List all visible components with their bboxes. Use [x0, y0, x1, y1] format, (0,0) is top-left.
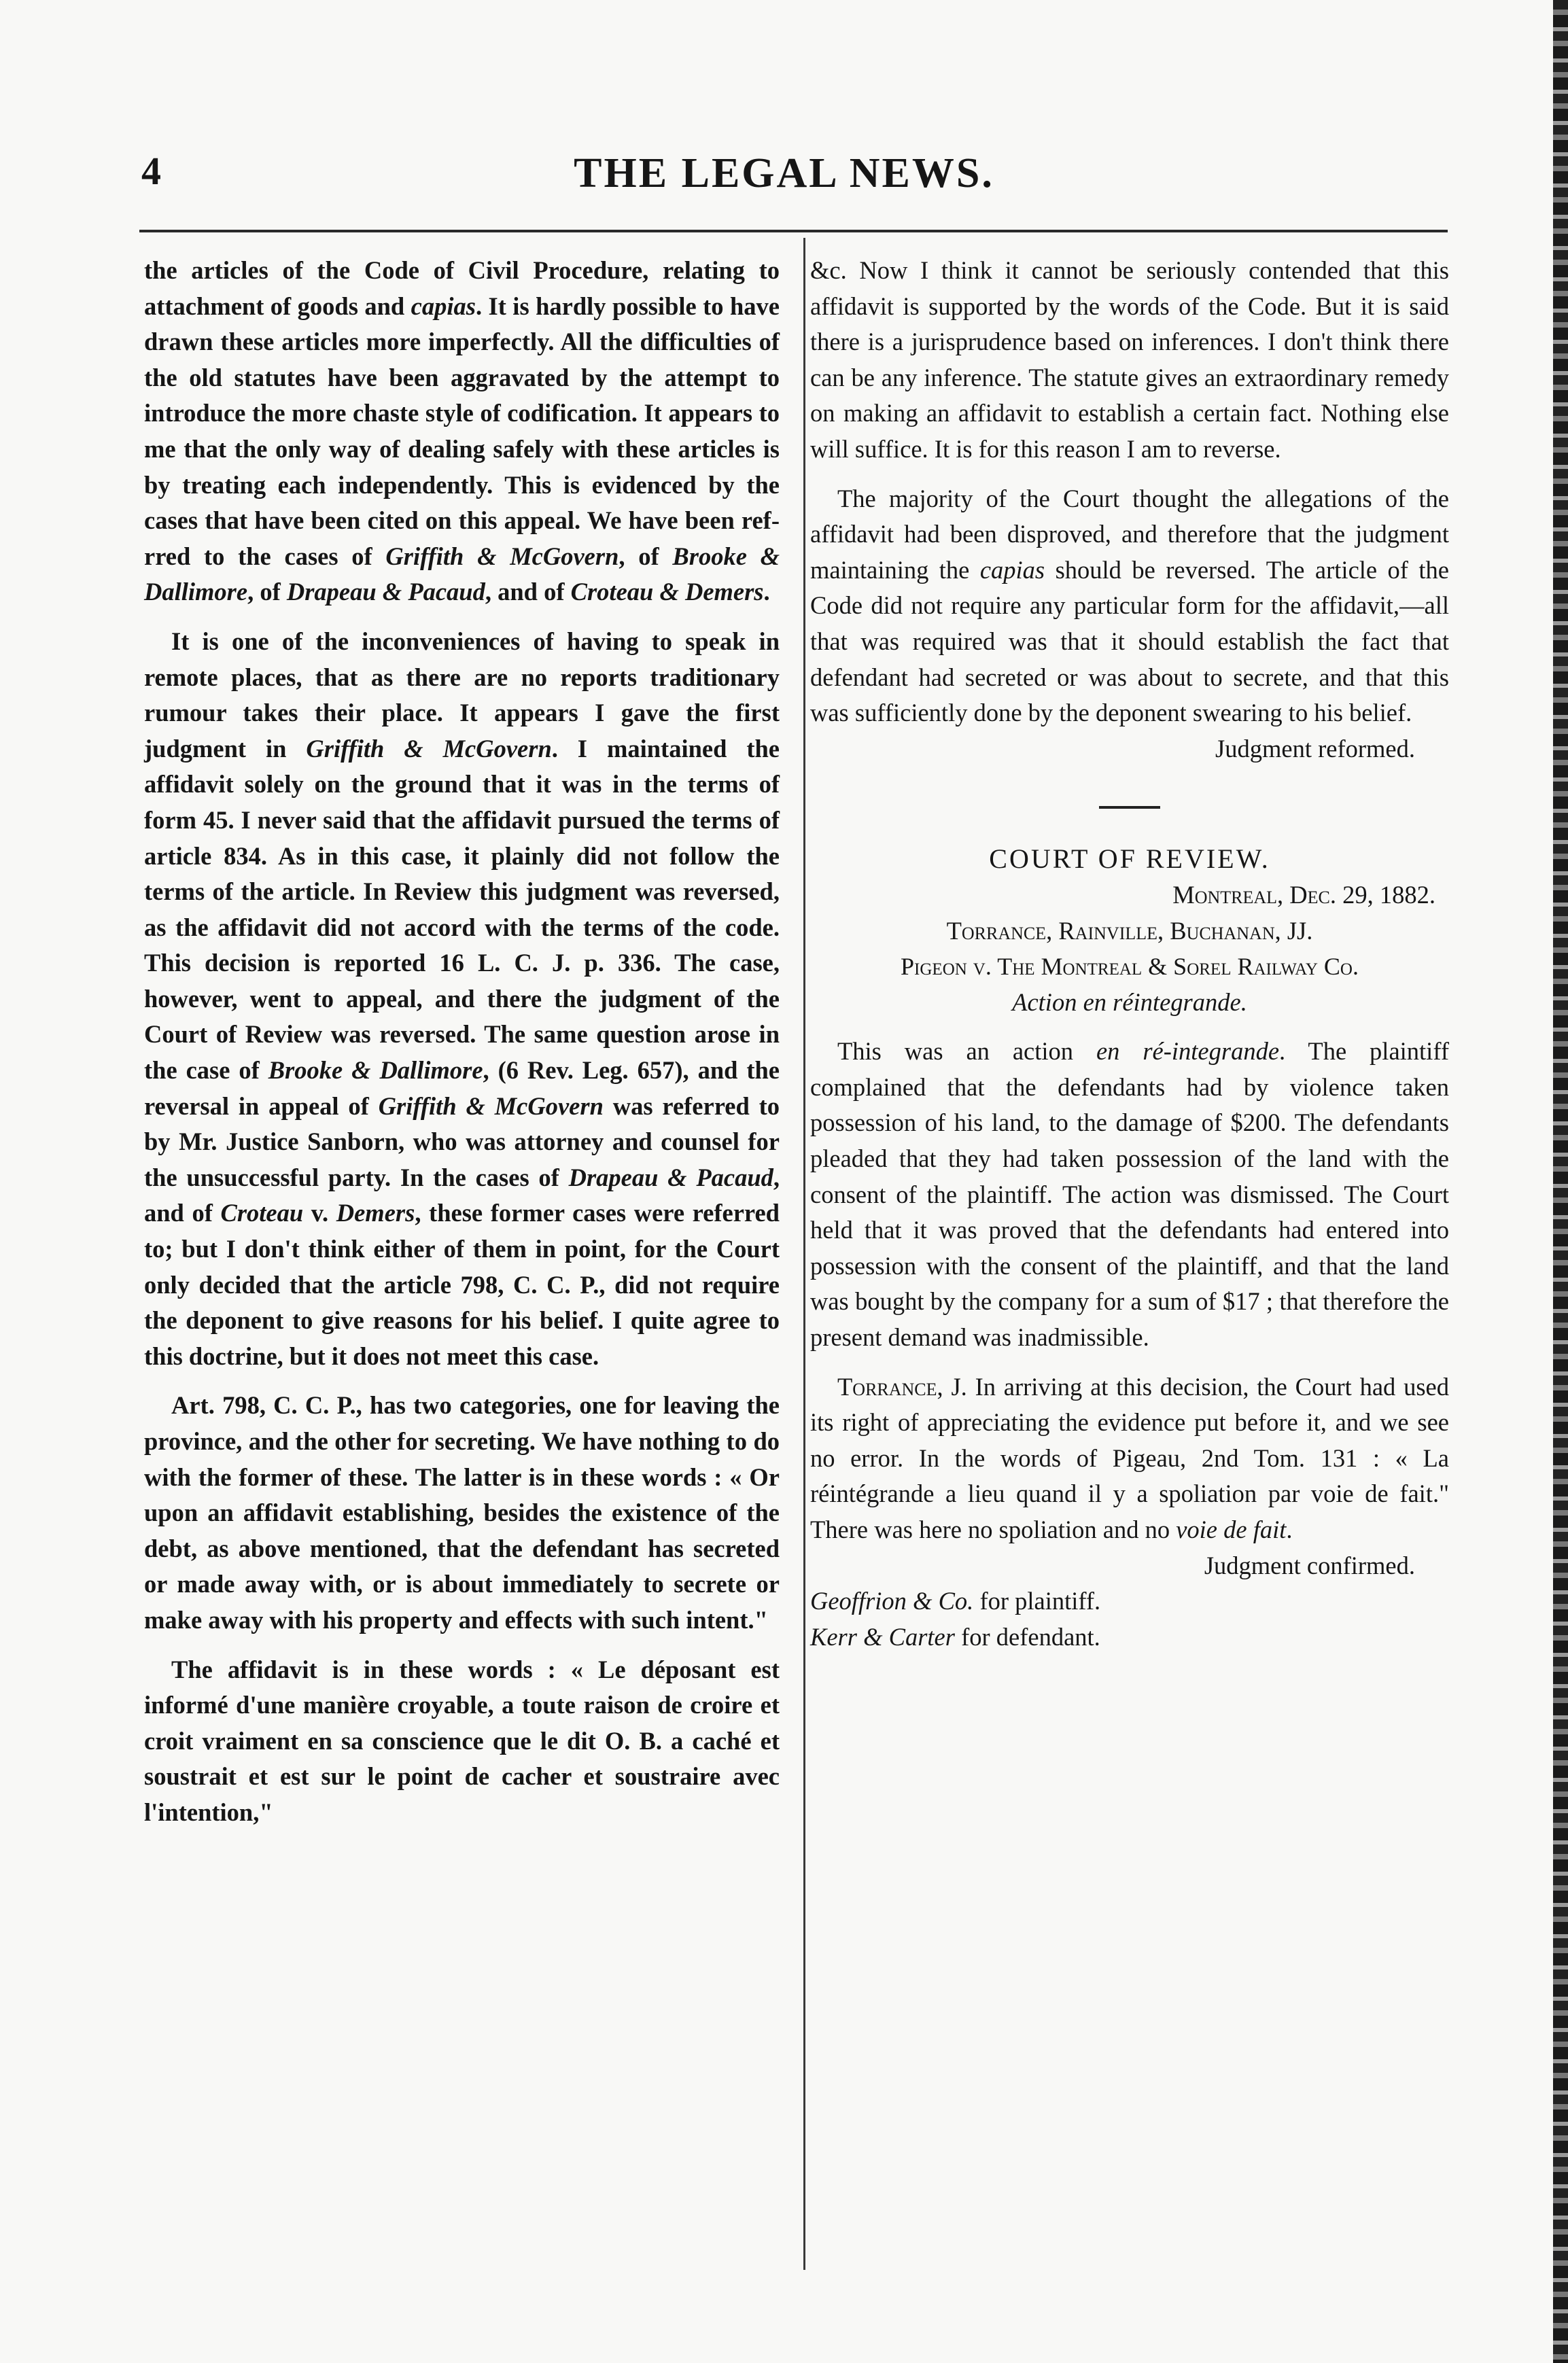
header-rule	[139, 230, 1448, 232]
parties-line: Pigeon v. The Montreal & Sorel Railway Co.	[901, 953, 1359, 981]
dateline: Montreal, Dec. 29, 1882.	[1172, 880, 1435, 909]
left-paragraph-2: It is one of the inconveniences of having to speak in remote places, that as there are no reports traditionary rumour takes their place. It appears I gave the first judgment in Griffith & McGovern. I maintained the affidavit solely on the ground that it was in the terms of form 45. I never said that the affidavit pursued the terms of article 834. As in this case, it plainly did not follow the terms of the article. In Review this judgment was reversed, as the affidavit did not accord with the terms of the code. This decision is reported 16 L. C. J. p. 336. The case, however, went to appeal, and there the judgment of the Court of Review was reversed. The same question arose in the case of Brooke & Dallimore, (6 Rev. Leg. 657), and the reversal in appeal of Griffith & McGovern was referred to by Mr. Justice Sanborn, who was attorney and counsel for the unsuccessful party. In the cases of Drapeau & Pacaud, and of Croteau v. Demers, these former cases were referred to; but I don't think either of them in point, for the Court only decided that the article 798, C. C. P., did not require the deponent to give reasons for his belief. I quite agree to this doctrine, but it does not meet this case.	[144, 627, 780, 1370]
right-paragraph-4: Torrance, J. In arriving at this decision, the Court had used its right of appreciating the evidence put before it, and we see no error. In the words of Pigeau, 2nd Tom. 131 : « La réintégrande a lieu quand il y a spoliation par voie de fait." There was here no spoliation and no voie de fait.	[810, 1372, 1449, 1543]
left-column	[144, 253, 780, 1831]
court-heading: COURT OF REVIEW.	[989, 843, 1270, 875]
right-paragraph-2: The majority of the Court thought the allegations of the affidavit had been disproved, and therefore that the judgment maintaining the capias should be reversed. The article of the Code did not require any particular form for the affidavit,—all that was required was that it should establish the fact that defendant had secreted or was about to secrete, and that this was sufficiently done by the deponent swearing to his belief.	[810, 484, 1449, 727]
action-title: Action en réintegrande.	[1012, 987, 1247, 1016]
judgment-confirmed: Judgment confirmed.	[1204, 1551, 1415, 1579]
section-rule	[1099, 806, 1160, 809]
right-paragraph-3: This was an action en ré-integrande. The plaintiff complained that the defendants had by violence taken possession of his land, to the damage of $200. The defendants pleaded that they had taken possession of the land with the consent of the plaintiff. The action was dismissed. The Court held that it was proved that the defendants had entered into possession with the consent of the plaintiff, and that the land was bought by the company for a sum of $17 ; that therefore the present demand was inadmissible.	[810, 1037, 1449, 1352]
page-number: 4	[141, 149, 161, 193]
right-paragraph-1: &c. Now I think it cannot be seriously contended that this affidavit is supported by the words of the Code. But it is said there is a jurisprudence based on inferences. I don't think there can be any inference. The statute gives an extraordinary remedy on making an affidavit to establish a certain fact. Nothing else will suffice. It is for this reason I am to reverse.	[810, 256, 1449, 463]
counsel-plaintiff: Geoffrion & Co. for plaintiff.	[810, 1587, 1101, 1615]
left-paragraph-3: Art. 798, C. C. P., has two categories, one for leaving the province, and the other for secreting. We have nothing to do with the former of these. The latter is in these words : « Or upon an affidavit establishing, besides the existence of the debt, as above mentioned, that the defendant has secreted or made away with, or is about immediately to secrete or make away with his property and effects with such intent."	[144, 1391, 780, 1634]
judgment-reformed: Judgment reformed.	[1215, 734, 1415, 763]
left-paragraph-1: the articles of the Code of Civil Procedure, relating to attachment of goods and capias. It is hardly possible to have drawn these articles more imperfectly. All the difficulties of the old statutes have been aggravated by the attempt to introduce the more chaste style of codification. It appears to me that the only way of dealing safely with these articles is by treating each independently. This is evidenced by the cases that have been cited on this appeal. We have been ref-rred to the cases of Griffith & McGovern, of Brooke & Dallimore, of Drapeau & Pacaud, and of Croteau & Demers.	[144, 256, 780, 606]
scan-edge	[1553, 0, 1568, 2363]
right-column	[810, 253, 1449, 1655]
left-paragraph-4: The affidavit is in these words : « Le déposant est informé d'une manière croyable, a toute raison de croire et croit vraiment en sa conscience que le dit O. B. a caché et soustrait et est sur le point de cacher et soustraire avec l'intention,"	[144, 1655, 780, 1826]
counsel-defendant: Kerr & Carter for defendant.	[810, 1622, 1100, 1651]
column-divider	[803, 238, 805, 2270]
judges-line: Torrance, Rainville, Buchanan, JJ.	[946, 916, 1313, 945]
journal-title: THE LEGAL NEWS.	[574, 150, 994, 196]
